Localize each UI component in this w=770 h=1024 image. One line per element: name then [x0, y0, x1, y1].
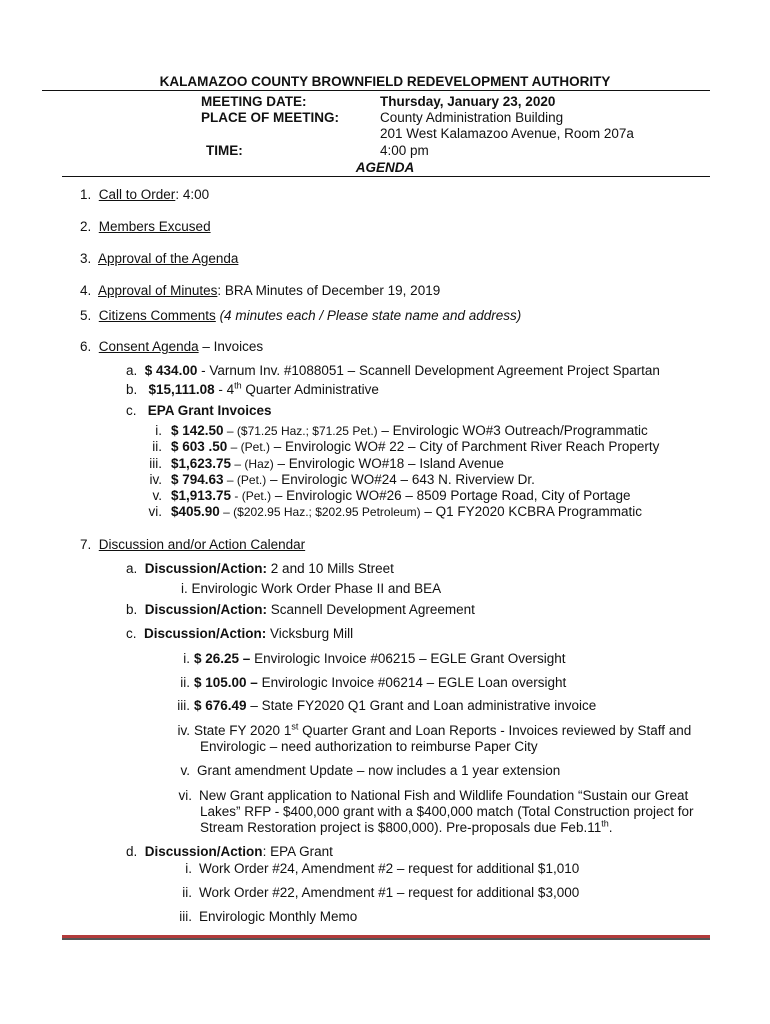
document-title: KALAMAZOO COUNTY BROWNFIELD REDEVELOPMENT AUTHORITY — [159, 74, 611, 89]
discussion-item-d: d. Discussion/Action: EPA Grant — [126, 844, 333, 859]
agenda-item-1: 1. Call to Order: 4:00 — [80, 187, 210, 202]
agenda-item-2: 2. Members Excused — [80, 219, 211, 234]
agenda-item-4: 4. Approval of Minutes: BRA Minutes of December 19, 2019 — [80, 283, 441, 298]
place-line2: 201 West Kalamazoo Avenue, Room 207a — [380, 126, 634, 141]
title-rule — [42, 90, 710, 91]
time-label: TIME: — [206, 143, 243, 158]
discussion-item-a-sub: i. Envirologic Work Order Phase II and BEA — [181, 581, 442, 596]
discussion-item-c: c. Discussion/Action: Vicksburg Mill — [126, 626, 354, 641]
vicksburg-sub-item-continued: Envirologic – need authorization to reimburse Paper City — [200, 739, 538, 754]
time-value: 4:00 pm — [380, 143, 429, 158]
agenda-item-7: 7. Discussion and/or Action Calendar — [80, 537, 306, 552]
vicksburg-sub-item-continued: Lakes” RFP - $400,000 grant with a $400,000 match (Total Construction project for — [200, 804, 694, 819]
discussion-item-a: a. Discussion/Action: 2 and 10 Mills Street — [126, 561, 394, 576]
consent-item-a: a. $ 434.00 - Varnum Inv. #1088051 – Scannell Development Agreement Project Spartan — [126, 363, 660, 378]
place-label: PLACE OF MEETING: — [201, 110, 339, 125]
agenda-item-3: 3. Approval of the Agenda — [80, 251, 239, 266]
agenda-item-5: 5. Citizens Comments (4 minutes each / Please state name and address) — [80, 308, 522, 323]
footer-rule — [62, 935, 710, 940]
meeting-date-label: MEETING DATE: — [201, 94, 307, 109]
place-line1: County Administration Building — [380, 110, 564, 125]
agenda-rule — [62, 176, 710, 177]
vicksburg-sub-item-continued: Stream Restoration project is $800,000). Pre-proposals due Feb.11th. — [200, 818, 613, 835]
agenda-page: KALAMAZOO COUNTY BROWNFIELD REDEVELOPMENT AUTHORITY MEETING DATE: Thursday, January 23, 2020 PLACE OF MEETING: County Administration Building 201 West Kalamazoo Avenue, Room 207a TIME: 4:00 pm AGENDA 1. Call to Order: 4:00 2. Members Excused 3. Approval of the Agenda 4. Approval of Minutes: BRA Minutes of December 19, 2019 5. Citizens Comments (4 minutes each / Please state name and address) 6. Consent Agenda – Invoices a. $ 434.00 - Varnum Inv. #1088051 – Scannell Development Agreement Project Spartan b. $15,111.08 - 4th Quarter Administrative c. EPA Grant Invoices i. $ 142.50 – ($71.25 Haz.; $71.25 Pet.) – Envirologic WO#3 Outreach/Programmatic ii. $ 603 .50 – (Pet.) – Envirologic WO# 22 – City of Parchment River Reach Property iii. $1,623.75 – (Haz) – Envirologic WO#18 – Island Avenue iv. $ 794.63 – (Pet.) – Envirologic WO#24 – 643 N. Riverview Dr. v. $1,913.75 - (Pet.) – Envirologic WO#26 – 8509 Portage Road, City of Portage vi. $405.90 – ($202.95 Haz.; $202.95 Petroleum) – Q1 FY2020 KCBRA Programmatic 7. Discussion and/or Action Calendar a. Discussion/Action: 2 and 10 Mills Street i. Envirologic Work Order Phase II and BEA b. Discussion/Action: Scannell Development Agreement c. Discussion/Action: Vicksburg Mill i. $ 26.25 – Envirologic Invoice #06215 – EGLE Grant Oversight ii. $ 105.00 – Envirologic Invoice #06214 – EGLE Loan oversight iii. $ 676.49 – State FY2020 Q1 Grant and Loan administrative invoice iv. State FY 2020 1st Quarter Grant and Loan Reports - Invoices reviewed by Staff and Envirologic – need authorization to reimburse Paper City v. Grant amendment Update – now includes a 1 year extension vi. New Grant application to National Fish and Wildlife Foundation “Sustain our Great Lakes” RFP - $400,000 grant with a $400,000 match (Total Construction project for Stream Restoration project is $800,000). Pre-proposals due Feb.11th. d. Discussion/Action: EPA Grant i. Work Order #24, Amendment #2 – request for additional $1,010 ii. Work Order #22, Amendment #1 – request for additional $3,000 iii. Envirologic Monthly Memo — [0, 0, 770, 1024]
meeting-date-value: Thursday, January 23, 2020 — [380, 94, 556, 109]
consent-item-c: c. EPA Grant Invoices — [126, 403, 272, 418]
agenda-heading: AGENDA — [355, 160, 415, 175]
call-to-order-label: Call to Order — [98, 187, 176, 202]
agenda-item-6: 6. Consent Agenda – Invoices — [80, 339, 264, 354]
discussion-item-b: b. Discussion/Action: Scannell Development Agreement — [126, 602, 475, 617]
consent-item-b: b. $15,111.08 - 4th Quarter Administrative — [126, 380, 379, 397]
